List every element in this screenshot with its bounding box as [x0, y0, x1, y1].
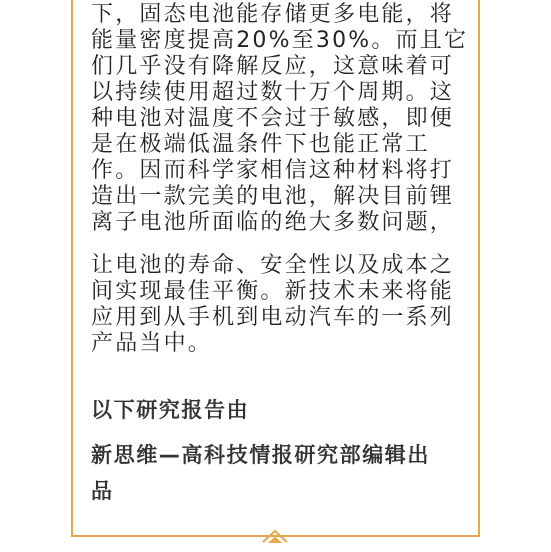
paragraph-line: 造出一款完美的电池，解决目前锂	[91, 184, 455, 209]
paragraph-line: 是在极端低温条件下也能正常工	[91, 132, 430, 157]
paragraph-line: 应用到从手机到电动汽车的一系列	[91, 305, 455, 330]
report-source-heading	[91, 437, 430, 509]
paragraph-line: 们几乎没有降解反应，这意味着可	[91, 54, 455, 79]
paragraph-line: 离子电池所面临的绝大多数问题，	[91, 210, 455, 235]
paragraph-line: 产品当中。	[91, 331, 213, 356]
paragraph-line: 以持续使用超过数十万个周期。这	[91, 80, 455, 105]
paragraph-line: 让电池的寿命、安全性以及成本之	[91, 253, 455, 278]
paragraph-line: 种电池对温度不会过于敏感，即便	[91, 106, 455, 131]
article-paragraph-1	[91, 2, 469, 236]
article-paragraph-2	[91, 253, 461, 357]
report-source-line: 新思维—高科技情报研究部编辑出	[91, 443, 430, 467]
paragraph-line: 能量密度提高20%至30%。而且它	[91, 28, 469, 53]
chevron-up-icon	[261, 528, 289, 544]
paragraph-line: 间实现最佳平衡。新技术未来将能	[91, 279, 455, 304]
paragraph-line: 下，固态电池能存储更多电能，将	[91, 2, 455, 27]
report-intro-heading: 以下研究报告由	[91, 398, 250, 422]
report-source-line: 品	[91, 479, 114, 503]
paragraph-line: 作。因而科学家相信这种材料将打	[91, 158, 455, 183]
